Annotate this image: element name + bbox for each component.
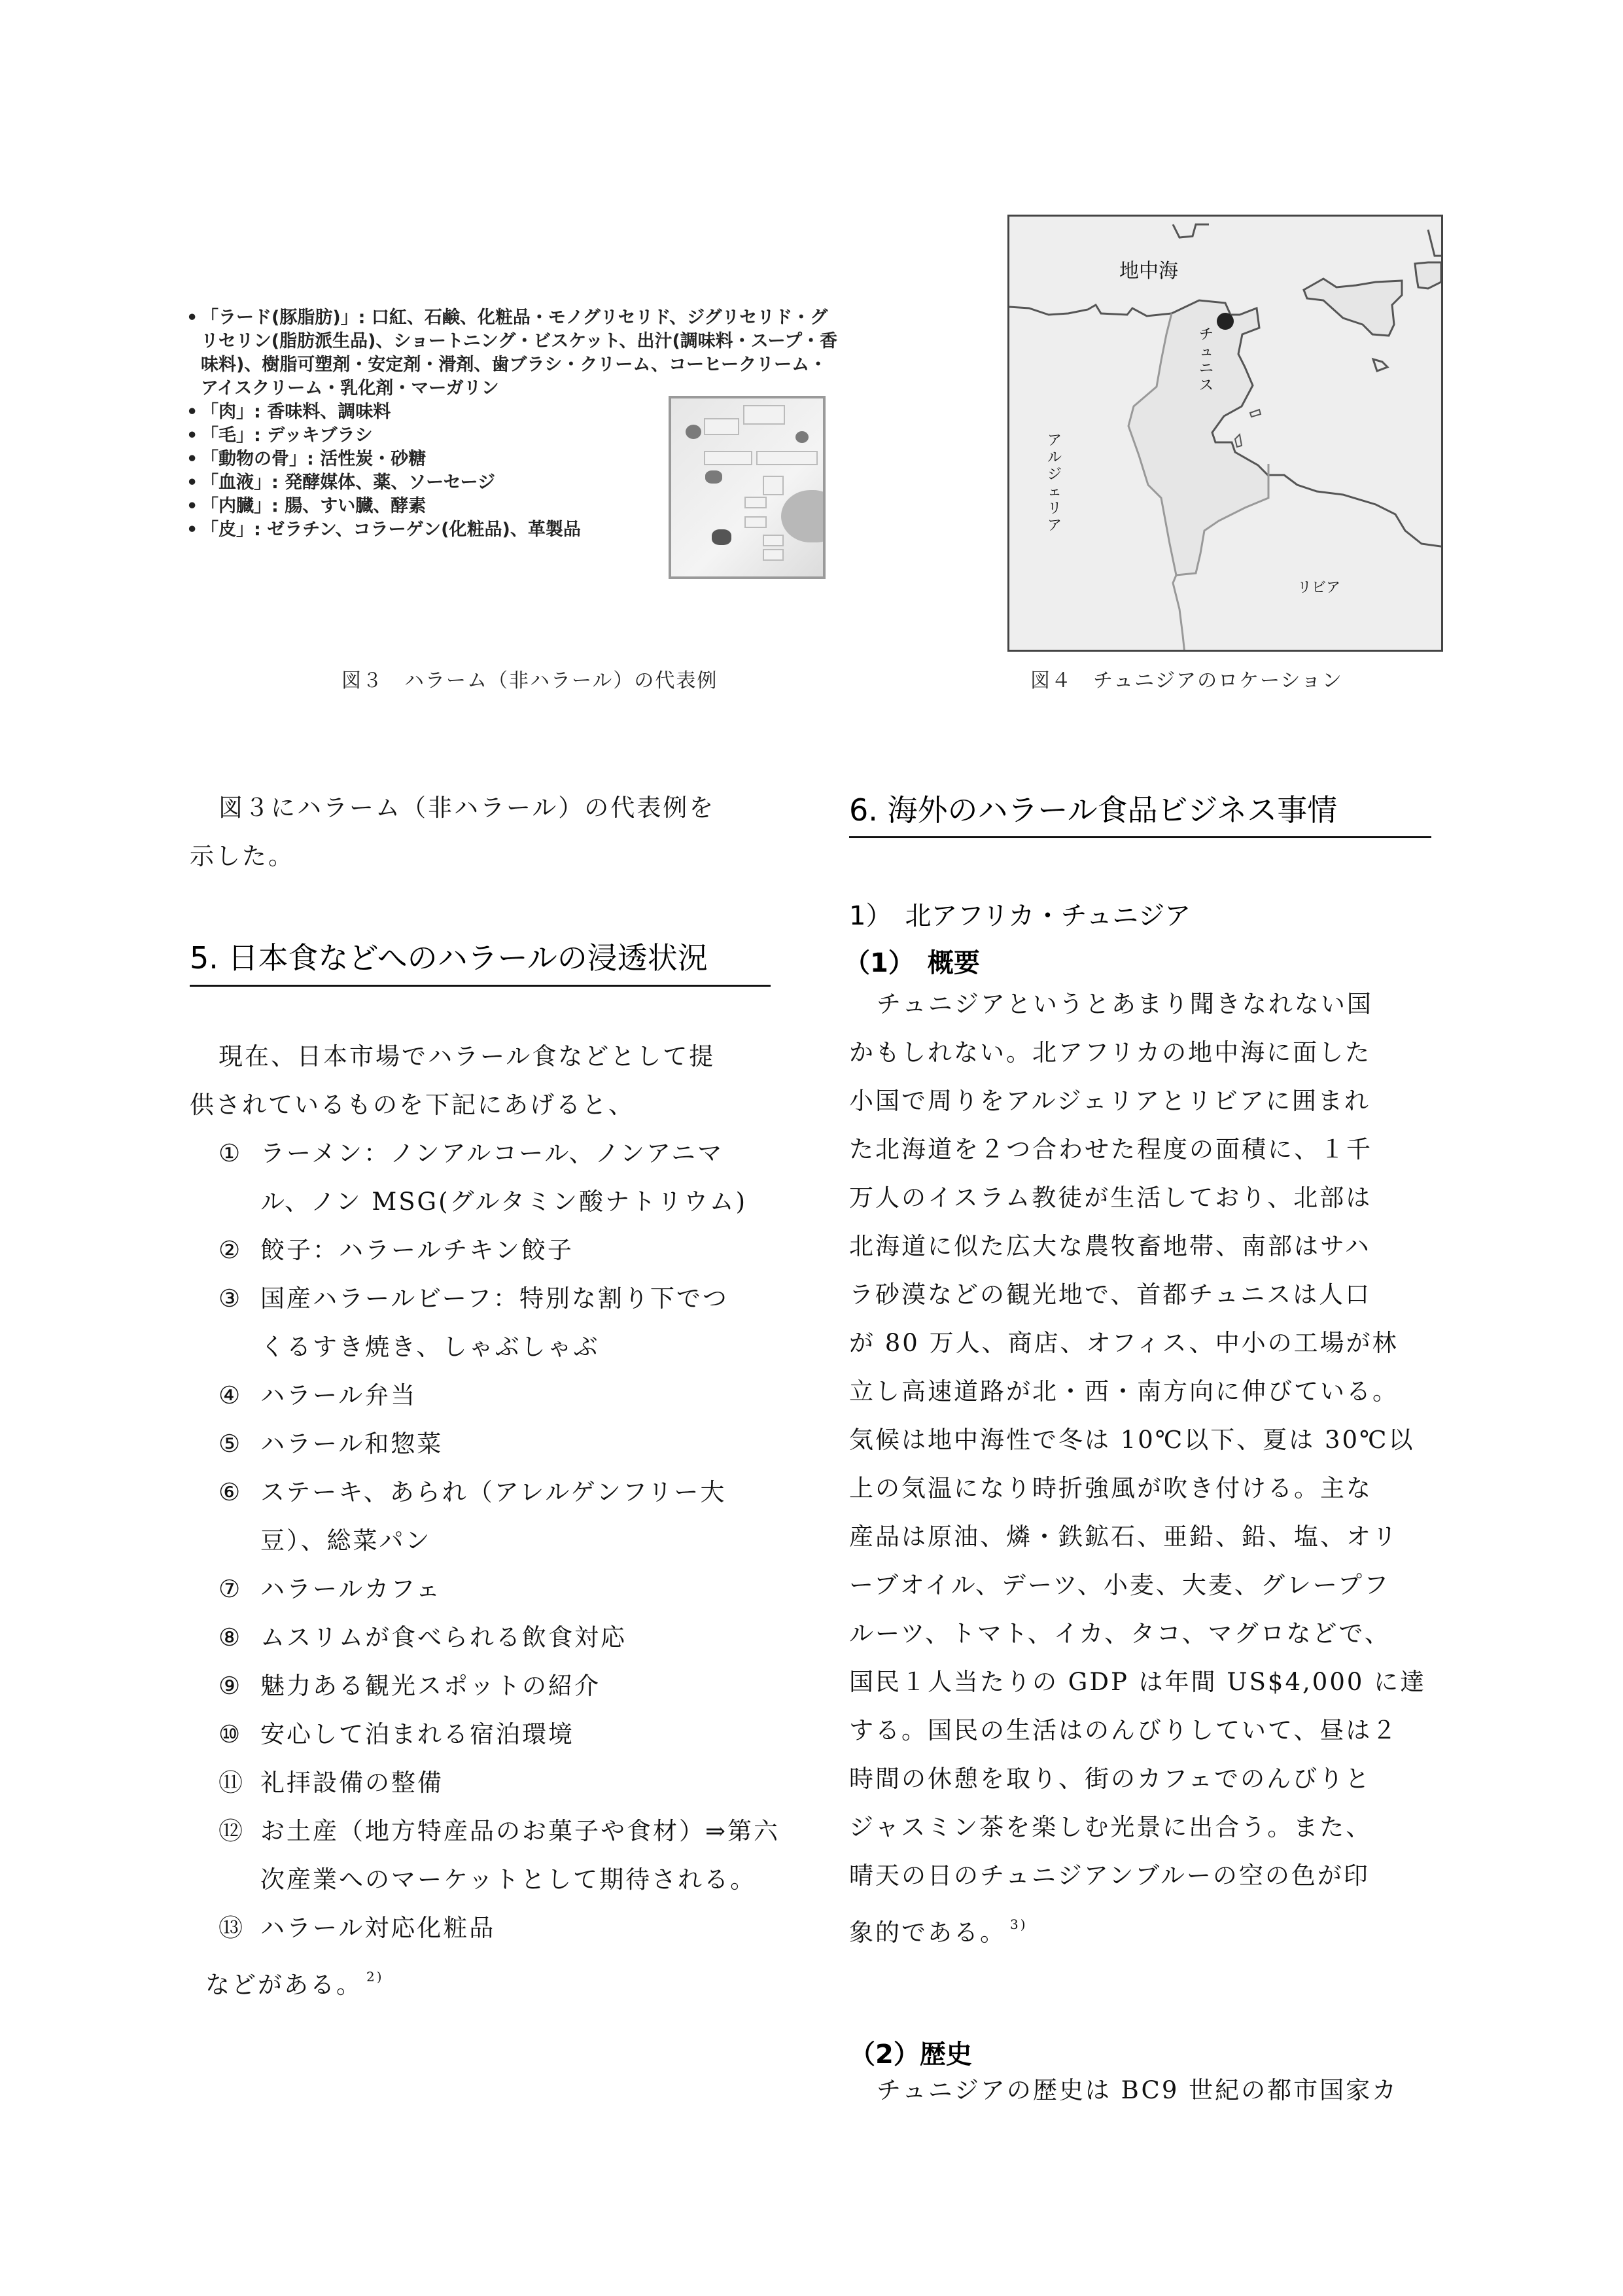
text-line: かもしれない。北アフリカの地中海に面した — [849, 1038, 1372, 1067]
list-item: ⑬ ハラール対応化粧品 — [218, 1914, 496, 1942]
text-line: 国民１人当たりの GDP は年間 US$4,000 に達 — [849, 1668, 1427, 1696]
text-line: 晴天の日のチュニジアンブルーの空の色が印 — [849, 1862, 1370, 1890]
list-item: ⑩ 安心して泊まれる宿泊環境 — [218, 1720, 574, 1748]
text-line: 時間の休憩を取り、街のカフェでのんびりと — [849, 1765, 1372, 1793]
subsection-1-2-heading: （2）歴史 — [849, 2040, 972, 2070]
map-outline — [1009, 217, 1443, 652]
list-item: ① ラーメン：ノンアルコール、ノンアニマ — [218, 1139, 724, 1167]
map-label-mediterranean: 地中海 — [1119, 260, 1178, 283]
haram-item-blood: • 「血液」: 発酵媒体、薬、ソーセージ — [186, 471, 841, 495]
text-line: ジャスミン茶を楽しむ光景に出合う。また、 — [849, 1813, 1372, 1841]
map-label-tunis: チュニス — [1199, 327, 1214, 394]
text-line: 現在、日本市場でハラール食などとして提 — [218, 1042, 716, 1070]
halal-offerings-list — [190, 1129, 792, 1952]
text-line: 象的である。 $^{3)}$ — [849, 1916, 1028, 1947]
list-item: ④ ハラール弁当 — [218, 1381, 417, 1409]
text-line: 北海道に似た広大な農牧畜地帯、南部はサハ — [849, 1232, 1371, 1260]
map-label-libya: リビア — [1297, 580, 1341, 596]
text-line: 上の気温になり時折強風が吹き付ける。主な — [849, 1474, 1372, 1502]
text-line: 示した。 — [190, 842, 294, 870]
section-5-heading-underline — [190, 985, 771, 987]
haram-item-lard: • 「ラード(豚脂肪)」: 口紅、石鹸、化粧品・モノグリセリド、ジグリセリド・グリセリン(脂肪派生品)、ショートニング・ビスケット、出汁(調味料・スープ・香味料)、樹脂可塑剤・安定剤・滑剤、歯ブラシ・クリーム、コーヒークリーム・アイスクリーム・乳化剤・マーガリン — [186, 306, 842, 400]
text-line: 産品は原油、燐・鉄鉱石、亜鉛、鉛、塩、オリ — [849, 1523, 1399, 1551]
list-item: ⑤ ハラール和惣菜 — [218, 1430, 444, 1458]
map-label-algeria: アルジェリア — [1047, 433, 1062, 534]
section-6-heading: 6. 海外のハラール食品ビジネス事情 — [849, 792, 1338, 828]
reference-marker: 2) — [366, 1969, 384, 1985]
tunisia-location-map — [1007, 215, 1443, 652]
subsection-1-1-heading: （1） 概要 — [844, 948, 980, 978]
haram-item-meat: • 「肉」: 香味料、調味料 — [186, 400, 841, 424]
text-line: する。国民の生活はのんびりしていて、昼は２ — [849, 1716, 1399, 1744]
figure-4-caption: 図４ チュニジアのロケーション — [1030, 669, 1343, 692]
text-line: チュニジアの歴史は BC9 世紀の都市国家カ — [877, 2076, 1399, 2104]
overview-paragraph — [849, 980, 1457, 1949]
list-item: ⑦ ハラールカフェ — [218, 1575, 442, 1603]
haram-item-organs: • 「内臓」: 腸、すい臓、酵素 — [186, 495, 841, 518]
text-line: ーブオイル、デーツ、小麦、大麦、グレープフ — [849, 1571, 1391, 1599]
text-line: 立し高速道路が北・西・南方向に伸びている。 — [849, 1377, 1399, 1405]
list-item-continuation: くるすき焼き、しゃぶしゃぶ — [260, 1333, 600, 1361]
section-5-closing: などがある。 $^{2)}$ — [205, 1969, 384, 1999]
list-item-continuation: 豆）、総菜パン — [260, 1527, 432, 1555]
text-line: が 80 万人、商店、オフィス、中小の工場が林 — [849, 1329, 1399, 1357]
text-line: 小国で周りをアルジェリアとリビアに囲まれ — [849, 1087, 1370, 1115]
haram-item-skin: • 「皮」: ゼラチン、コラーゲン(化粧品)、革製品 — [186, 518, 841, 542]
text-line: ルーツ、トマト、イカ、タコ、マグロなどで、 — [849, 1619, 1391, 1648]
history-paragraph — [849, 2066, 1457, 2115]
list-item: ③ 国産ハラールビーフ：特別な割り下でつ — [218, 1284, 729, 1313]
list-item-continuation: ル、ノン MSG(グルタミン酸ナトリウム) — [260, 1188, 748, 1216]
section-6-heading-underline — [849, 836, 1431, 838]
text-line: 供されているものを下記にあげると、 — [190, 1091, 635, 1119]
figure-3-reference-paragraph — [190, 784, 792, 881]
list-item: ⑪ 礼拝設備の整備 — [218, 1769, 444, 1797]
list-item: ⑥ ステーキ、あられ（アレルゲンフリー大 — [218, 1478, 727, 1506]
section-5-heading: 5. 日本食などへのハラールの浸透状況 — [190, 940, 708, 976]
reference-marker: 3) — [1010, 1916, 1028, 1932]
text-line: 万人のイスラム教徒が生活しており、北部は — [849, 1184, 1372, 1212]
text-line: ラ砂漠などの観光地で、首都チュニスは人口 — [849, 1280, 1372, 1309]
section-5-body — [190, 1033, 792, 2001]
list-item: ⑧ ムスリムが食べられる飲食対応 — [218, 1623, 627, 1651]
haram-item-bone: • 「動物の骨」: 活性炭・砂糖 — [186, 448, 841, 471]
text-line: チュニジアというとあまり聞きなれない国 — [877, 990, 1373, 1018]
list-item: ② 餃子：ハラールチキン餃子 — [218, 1236, 574, 1264]
haram-item-hair: • 「毛」: デッキブラシ — [186, 424, 841, 448]
pig-derivatives-diagram-image — [669, 396, 826, 579]
text-line: た北海道を２つ合わせた程度の面積に、１千 — [849, 1135, 1372, 1163]
list-item-continuation: 次産業へのマーケットとして期待される。 — [260, 1865, 757, 1894]
subsection-1-heading: 1） 北アフリカ・チュニジア — [849, 901, 1191, 931]
tunis-location-dot — [1217, 313, 1234, 330]
text-line: 図３にハラーム（非ハラール）の代表例を — [218, 794, 716, 822]
text-line: 気候は地中海性で冬は 10℃以下、夏は 30℃以 — [849, 1426, 1415, 1454]
figure-3-caption: 図３ ハラーム（非ハラール）の代表例 — [341, 669, 718, 692]
list-item: ⑨ 魅力ある観光スポットの紹介 — [218, 1672, 601, 1700]
list-item: ⑫ お土産（地方特産品のお菓子や食材）⇒第六 — [218, 1817, 780, 1845]
